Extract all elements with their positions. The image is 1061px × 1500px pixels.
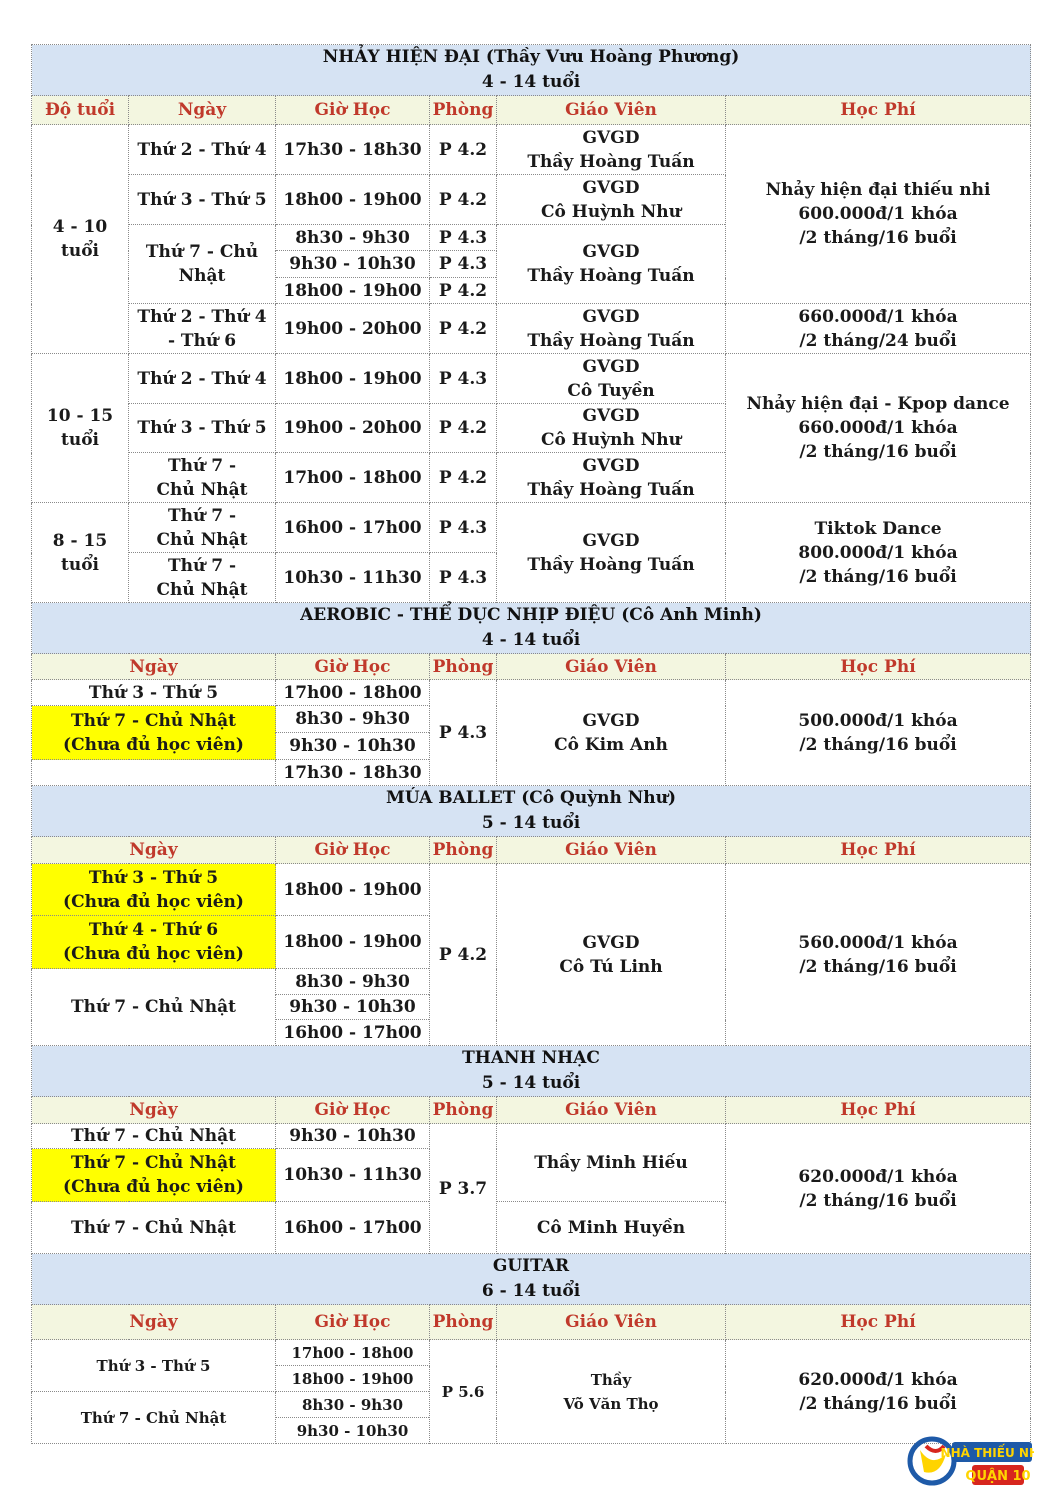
col-header-room: Phòng — [430, 96, 497, 125]
teacher-cell — [497, 175, 726, 225]
teacher-name: Thầy Hoàng Tuấn — [527, 554, 695, 575]
time-cell: 17h00 - 18h00 — [276, 453, 430, 503]
col-header-teacher: Giáo Viên — [497, 1097, 726, 1124]
room-cell: P 4.3 — [430, 553, 497, 603]
teacher-cell — [497, 1340, 726, 1444]
fee-term: /2 tháng/16 buổi — [799, 442, 957, 462]
time-cell: 9h30 - 10h30 — [276, 251, 430, 278]
fee-price: 800.000đ/1 khóa — [798, 542, 958, 563]
fee-cell — [726, 1340, 1031, 1444]
time-cell: 9h30 - 10h30 — [276, 1124, 430, 1149]
col-header-teacher: Giáo Viên — [497, 1305, 726, 1340]
day-text: Thứ 7 - Chủ Nhật — [156, 555, 248, 600]
teacher-name: Thầy Hoàng Tuấn — [527, 266, 695, 286]
fee-price: 660.000đ/1 khóa — [798, 418, 958, 438]
day-text: Thứ 7 - Chủ Nhật — [71, 710, 236, 731]
day-cell: Thứ 7 - Chủ Nhật — [32, 969, 276, 1046]
column-header-row — [32, 1305, 1031, 1340]
logo — [906, 1432, 1034, 1490]
pending-note: (Chưa đủ học viên) — [63, 891, 244, 912]
teacher-cell — [497, 304, 726, 354]
col-header-fee: Học Phí — [726, 837, 1031, 864]
fee-cell — [726, 503, 1031, 603]
section-header-modern-dance — [32, 45, 1031, 96]
teacher-role: GVGD — [582, 406, 640, 426]
col-header-room: Phòng — [430, 1305, 497, 1340]
time-cell: 9h30 - 10h30 — [276, 995, 430, 1020]
col-header-teacher: Giáo Viên — [497, 837, 726, 864]
time-cell: 8h30 - 9h30 — [276, 969, 430, 995]
room-cell: P 4.2 — [430, 404, 497, 453]
day-cell: Thứ 7 - Chủ Nhật — [129, 225, 276, 304]
teacher-role: GVGD — [582, 356, 640, 377]
teacher-name: Thầy Hoàng Tuấn — [527, 151, 695, 172]
teacher-cell — [497, 354, 726, 404]
section-ages: 6 - 14 tuổi — [481, 1281, 581, 1301]
pending-note: (Chưa đủ học viên) — [63, 734, 244, 755]
day-text: Thứ 7 - Chủ Nhật — [156, 455, 248, 500]
time-cell: 17h30 - 18h30 — [276, 760, 430, 786]
time-cell: 18h00 - 19h00 — [276, 354, 430, 404]
fee-term: /2 tháng/16 buổi — [799, 956, 957, 977]
section-title: MÚA BALLET (Cô Quỳnh Như) — [386, 788, 677, 808]
day-cell — [129, 503, 276, 553]
room-cell: P 4.3 — [430, 680, 497, 786]
teacher-cell — [497, 864, 726, 1046]
time-cell: 8h30 - 9h30 — [276, 1392, 430, 1418]
section-header-vocal — [32, 1046, 1031, 1097]
age-group: 8 - 15 tuổi — [32, 503, 129, 603]
fee-price: 660.000đ/1 khóa — [798, 306, 958, 327]
fee-label: Nhảy hiện đại thiếu nhi — [765, 180, 991, 200]
col-header-room: Phòng — [430, 1097, 497, 1124]
room-cell: P 4.2 — [430, 304, 497, 354]
time-cell: 10h30 - 11h30 — [276, 553, 430, 603]
age-group: 4 - 10 tuổi — [32, 125, 129, 354]
col-header-teacher: Giáo Viên — [497, 654, 726, 680]
fee-price: 600.000đ/1 khóa — [798, 204, 958, 224]
col-header-time: Giờ Học — [276, 96, 430, 125]
section-ages: 5 - 14 tuổi — [481, 1073, 581, 1093]
time-cell: 18h00 - 19h00 — [276, 175, 430, 225]
teacher-cell — [497, 453, 726, 503]
teacher-role: GVGD — [582, 530, 640, 551]
col-header-day: Ngày — [129, 96, 276, 125]
day-cell — [129, 304, 276, 354]
room-cell: P 4.2 — [430, 864, 497, 1046]
fee-label: Nhảy hiện đại - Kpop dance — [746, 394, 1010, 414]
col-header-teacher: Giáo Viên — [497, 96, 726, 125]
fee-price: 620.000đ/1 khóa — [798, 1166, 958, 1187]
teacher-name: Cô Kim Anh — [554, 734, 668, 755]
room-cell: P 3.7 — [430, 1124, 497, 1254]
table-row — [32, 1124, 1031, 1149]
col-header-room: Phòng — [430, 837, 497, 864]
table-row — [32, 1340, 1031, 1366]
col-header-age: Độ tuổi — [32, 96, 129, 125]
room-cell: P 4.3 — [430, 354, 497, 404]
day-text: Thứ 7 - Chủ Nhật — [156, 505, 248, 550]
fee-cell — [726, 354, 1031, 503]
col-header-day: Ngày — [32, 1097, 276, 1124]
time-cell: 16h00 - 17h00 — [276, 1202, 430, 1254]
day-cell — [129, 553, 276, 603]
fee-term: /2 tháng/16 buổi — [799, 228, 957, 248]
time-cell: 9h30 - 10h30 — [276, 733, 430, 760]
time-cell: 17h00 - 18h00 — [276, 1340, 430, 1366]
teacher-name: Cô Huỳnh Như — [541, 430, 681, 450]
day-cell: Thứ 3 - Thứ 5 — [129, 175, 276, 225]
fee-label: Tiktok Dance — [814, 518, 942, 539]
col-header-day: Ngày — [32, 837, 276, 864]
col-header-day: Ngày — [32, 1305, 276, 1340]
time-cell: 16h00 - 17h00 — [276, 1020, 430, 1046]
teacher-role: GVGD — [582, 127, 640, 148]
teacher-cell: Cô Minh Huyền — [497, 1202, 726, 1254]
column-header-row — [32, 837, 1031, 864]
time-cell: 19h00 - 20h00 — [276, 304, 430, 354]
teacher-cell — [497, 225, 726, 304]
col-header-time: Giờ Học — [276, 1097, 430, 1124]
teacher-name: Cô Huỳnh Như — [541, 201, 681, 222]
col-header-fee: Học Phí — [726, 1097, 1031, 1124]
fee-price: 620.000đ/1 khóa — [798, 1369, 958, 1390]
col-header-time: Giờ Học — [276, 654, 430, 680]
room-cell: P 4.2 — [430, 125, 497, 175]
day-cell — [129, 453, 276, 503]
day-cell: Thứ 3 - Thứ 5 — [129, 404, 276, 453]
teacher-name: Thầy Hoàng Tuấn — [527, 479, 695, 500]
time-cell: 8h30 - 9h30 — [276, 225, 430, 251]
section-ages: 4 - 14 tuổi — [481, 630, 581, 650]
teacher-cell — [497, 680, 726, 786]
time-cell: 18h00 - 19h00 — [276, 864, 430, 916]
section-title: AEROBIC - THỂ DỤC NHỊP ĐIỆU (Cô Anh Minh) — [300, 605, 762, 625]
day-cell-pending — [32, 706, 276, 760]
room-cell: P 4.3 — [430, 225, 497, 251]
teacher-role: GVGD — [582, 306, 640, 327]
table-row — [32, 864, 1031, 916]
day-cell: Thứ 7 - Chủ Nhật — [32, 1124, 276, 1149]
day-cell: Thứ 2 - Thứ 4 — [129, 354, 276, 404]
section-ages: 4 - 14 tuổi — [481, 72, 581, 92]
pending-note: (Chưa đủ học viên) — [63, 944, 244, 964]
teacher-cell — [497, 404, 726, 453]
room-cell: P 4.2 — [430, 453, 497, 503]
fee-cell — [726, 864, 1031, 1046]
teacher-role: GVGD — [582, 177, 640, 198]
schedule-table — [31, 44, 1031, 1444]
fee-term: /2 tháng/16 buổi — [799, 734, 957, 755]
time-cell: 9h30 - 10h30 — [276, 1418, 430, 1444]
day-cell-pending — [32, 916, 276, 969]
teacher-cell — [497, 125, 726, 175]
teacher-role: GVGD — [582, 455, 640, 476]
teacher-role: GVGD — [582, 932, 640, 953]
age-text: 10 - 15 tuổi — [46, 406, 114, 450]
fee-price: 500.000đ/1 khóa — [798, 710, 958, 731]
logo-line1: NHÀ THIẾU NHI — [940, 1446, 1034, 1460]
day-cell: Thứ 7 - Chủ Nhật — [32, 1392, 276, 1444]
fee-cell — [726, 304, 1031, 354]
col-header-fee: Học Phí — [726, 1305, 1031, 1340]
day-text: Thứ 4 - Thứ 6 — [88, 920, 219, 940]
day-text: Thứ 2 - Thứ 4 - Thứ 6 — [137, 306, 267, 351]
day-cell: Thứ 3 - Thứ 5 — [32, 1340, 276, 1392]
room-cell: P 4.3 — [430, 503, 497, 553]
time-cell: 19h00 - 20h00 — [276, 404, 430, 453]
section-header-ballet — [32, 786, 1031, 837]
time-cell: 10h30 - 11h30 — [276, 1149, 430, 1202]
teacher-name: Võ Văn Thọ — [563, 1394, 659, 1413]
section-header-aerobic — [32, 603, 1031, 654]
section-title: GUITAR — [492, 1256, 570, 1276]
fee-cell — [726, 680, 1031, 786]
fee-term: /2 tháng/16 buổi — [799, 1190, 957, 1211]
table-row — [32, 304, 1031, 354]
age-group — [32, 354, 129, 503]
section-header-guitar — [32, 1254, 1031, 1305]
room-cell: P 5.6 — [430, 1340, 497, 1444]
fee-term: /2 tháng/16 buổi — [799, 1393, 957, 1414]
fee-term: /2 tháng/24 buổi — [799, 330, 957, 351]
day-cell-pending — [32, 1149, 276, 1202]
logo-line2: QUẬN 10 — [965, 1469, 1031, 1484]
fee-cell — [726, 1124, 1031, 1254]
time-cell: 18h00 - 19h00 — [276, 916, 430, 969]
time-cell: 17h00 - 18h00 — [276, 680, 430, 706]
teacher-cell — [497, 503, 726, 603]
teacher-role: GVGD — [582, 710, 640, 731]
time-cell: 8h30 - 9h30 — [276, 706, 430, 733]
day-cell-pending — [32, 864, 276, 916]
column-header-row — [32, 654, 1031, 680]
col-header-fee: Học Phí — [726, 654, 1031, 680]
teacher-name: Cô Tuyền — [567, 380, 655, 401]
fee-cell — [726, 125, 1031, 304]
day-cell: Thứ 3 - Thứ 5 — [32, 680, 276, 706]
teacher-role: GVGD — [582, 242, 640, 262]
table-row — [32, 503, 1031, 553]
fee-price: 560.000đ/1 khóa — [798, 932, 958, 953]
time-cell: 17h30 - 18h30 — [276, 125, 430, 175]
logo-emblem-icon — [906, 1432, 1034, 1490]
column-header-row — [32, 1097, 1031, 1124]
empty-cell — [32, 760, 276, 786]
section-title: THANH NHẠC — [462, 1048, 600, 1068]
room-cell: P 4.2 — [430, 278, 497, 304]
day-text: Thứ 7 - Chủ Nhật — [71, 1153, 236, 1173]
time-cell: 18h00 - 19h00 — [276, 1366, 430, 1392]
fee-term: /2 tháng/16 buổi — [799, 566, 957, 587]
col-header-room: Phòng — [430, 654, 497, 680]
col-header-time: Giờ Học — [276, 837, 430, 864]
table-row — [32, 354, 1031, 404]
room-cell: P 4.3 — [430, 251, 497, 278]
col-header-day: Ngày — [32, 654, 276, 680]
day-cell: Thứ 2 - Thứ 4 — [129, 125, 276, 175]
col-header-fee: Học Phí — [726, 96, 1031, 125]
col-header-time: Giờ Học — [276, 1305, 430, 1340]
time-cell: 18h00 - 19h00 — [276, 278, 430, 304]
teacher-name: Cô Tú Linh — [559, 956, 663, 977]
teacher-role: Thầy — [590, 1370, 632, 1389]
day-cell: Thứ 7 - Chủ Nhật — [32, 1202, 276, 1254]
table-row — [32, 125, 1031, 175]
section-ages: 5 - 14 tuổi — [481, 813, 581, 833]
pending-note: (Chưa đủ học viên) — [63, 1177, 244, 1197]
table-row — [32, 680, 1031, 706]
teacher-cell: Thầy Minh Hiếu — [497, 1124, 726, 1202]
teacher-name: Thầy Hoàng Tuấn — [527, 330, 695, 351]
day-text: Thứ 3 - Thứ 5 — [88, 867, 219, 888]
section-title: NHẢY HIỆN ĐẠI (Thầy Vưu Hoàng Phương) — [322, 47, 740, 67]
time-cell: 16h00 - 17h00 — [276, 503, 430, 553]
room-cell: P 4.2 — [430, 175, 497, 225]
column-header-row — [32, 96, 1031, 125]
